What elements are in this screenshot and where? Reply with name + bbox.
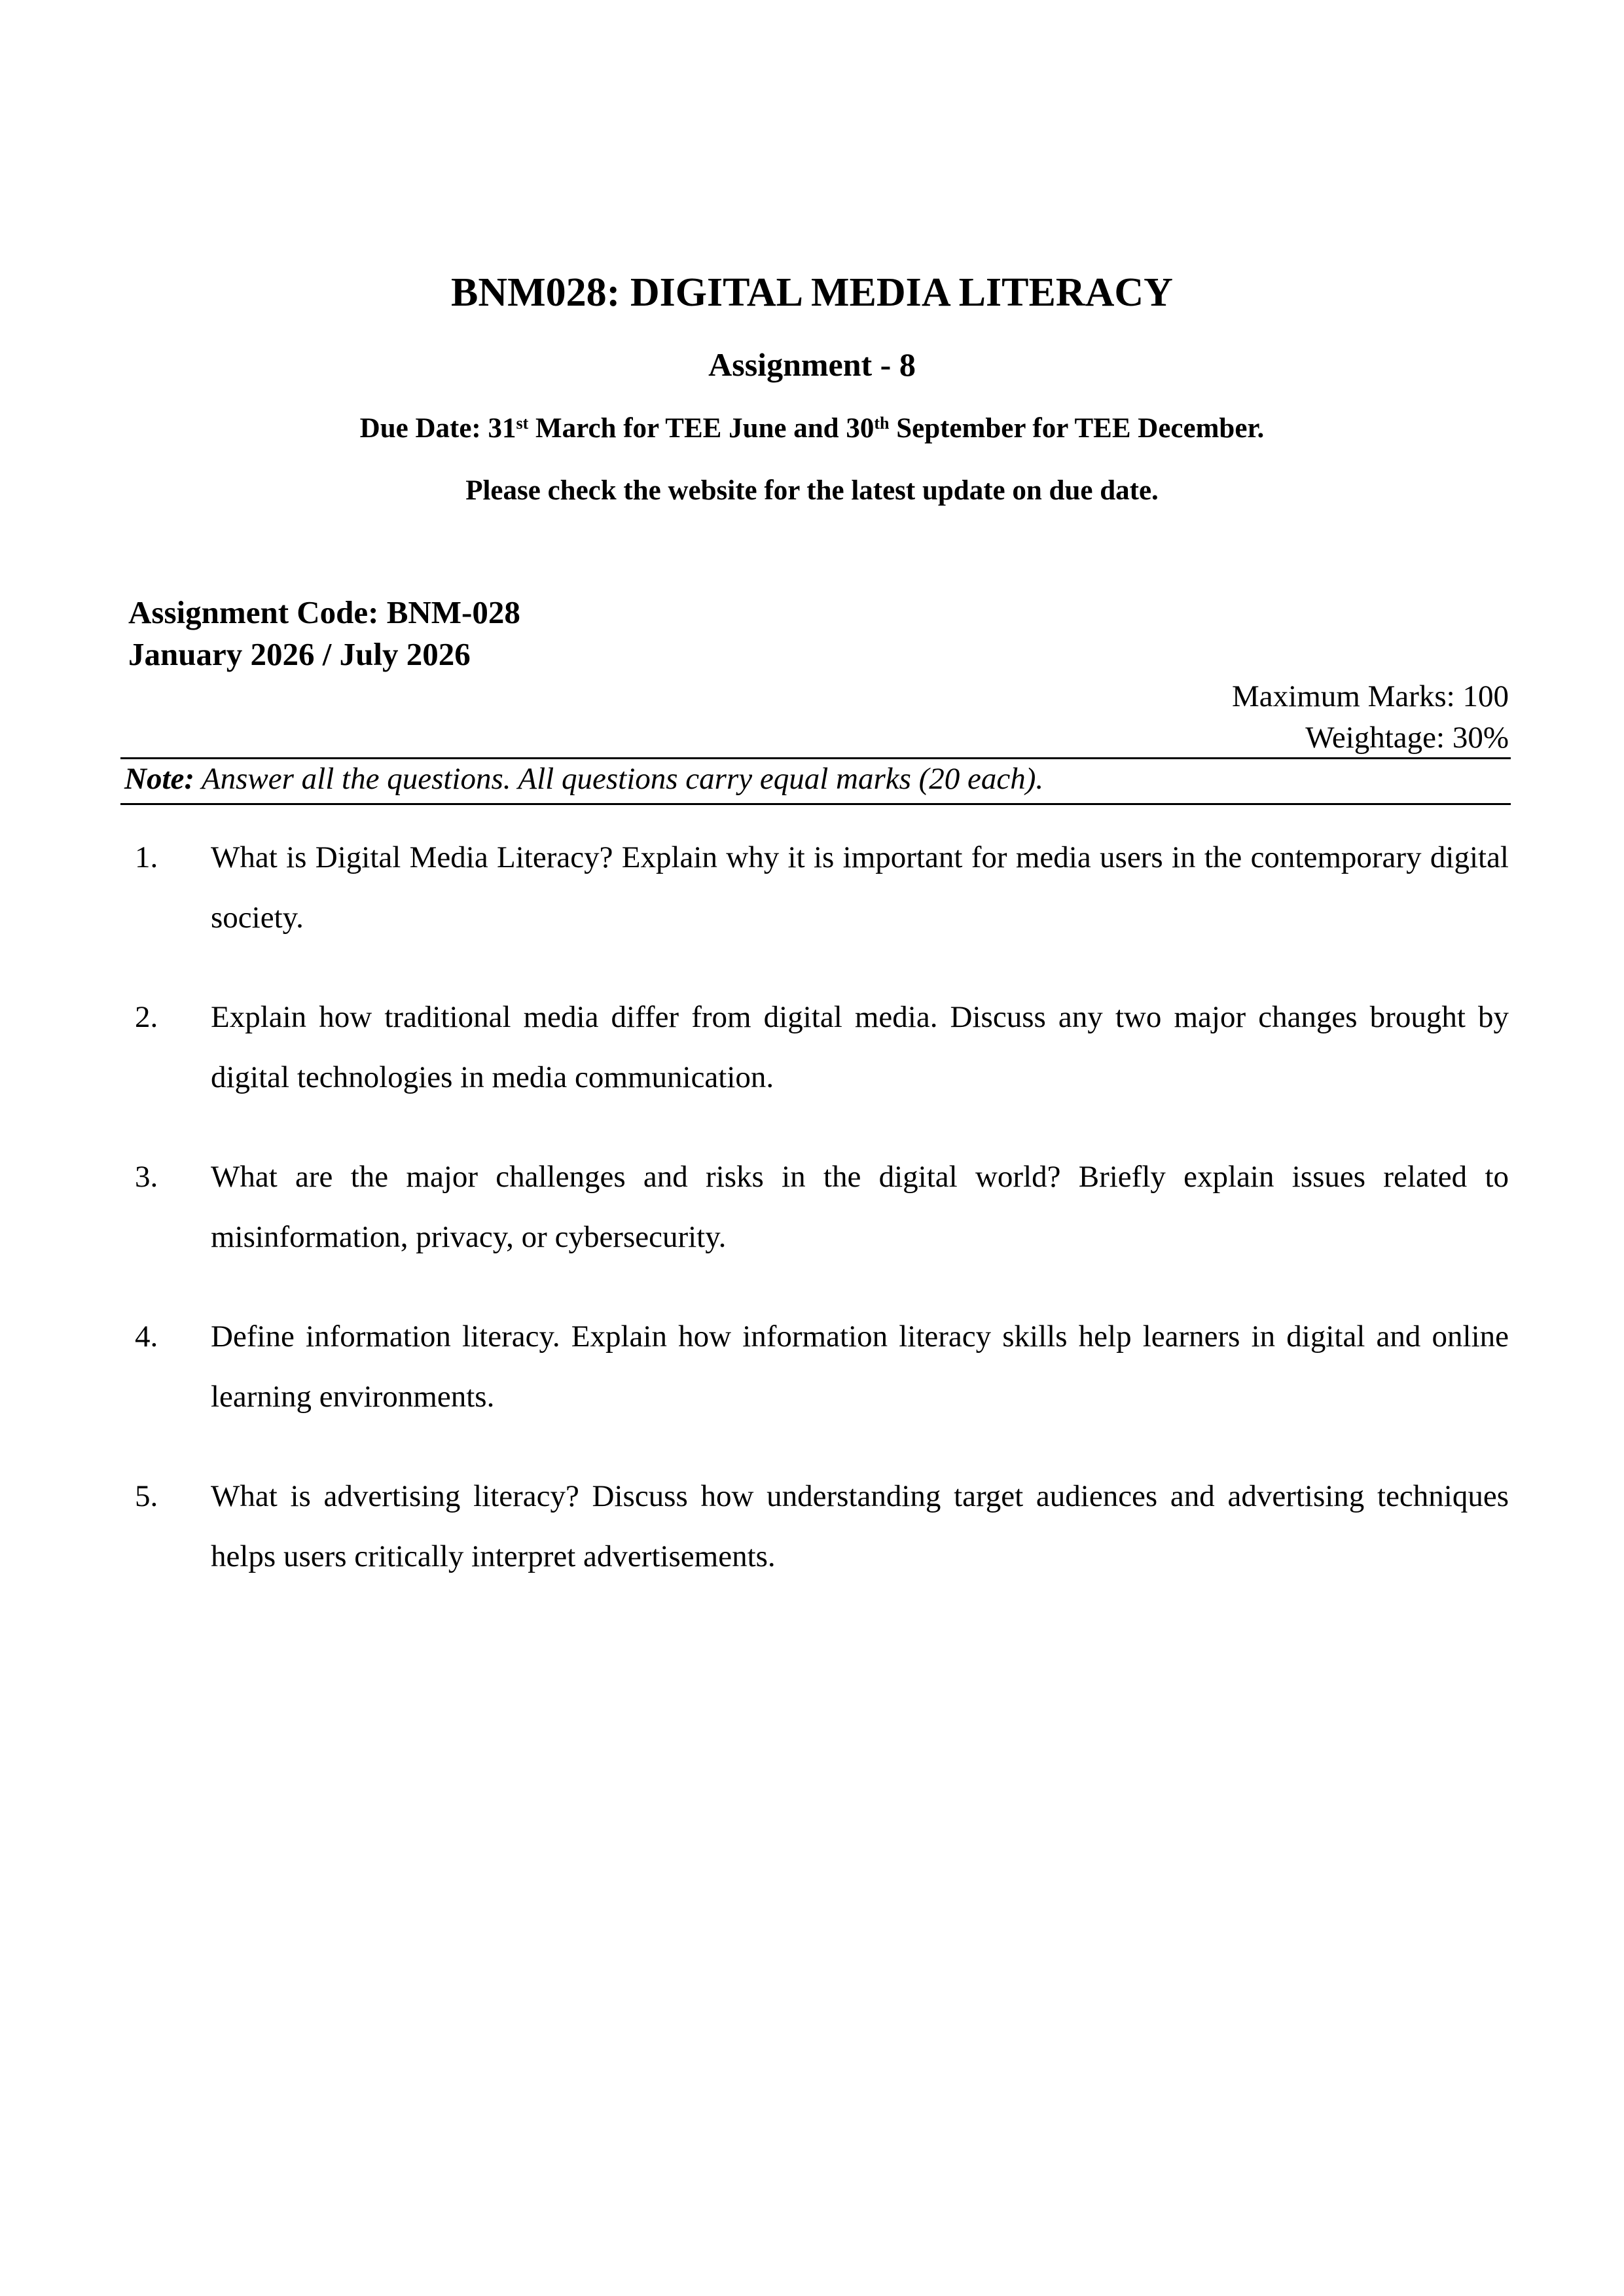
question-item	[0, 1147, 1624, 1265]
course-title: BNM028: DIGITAL MEDIA LITERACY	[451, 270, 1173, 315]
question-text: What are the major challenges and risks in the digital world? Briefly explain issues related to misinformation, privacy, or cybersecurity.	[211, 1160, 1509, 1254]
note-label: Note:	[124, 762, 195, 796]
divider-bottom	[120, 803, 1511, 805]
divider-top	[120, 757, 1511, 759]
assignment-code-block	[128, 592, 520, 675]
assignment-number: Assignment - 8	[708, 346, 916, 383]
due-date-prefix: Due Date: 31	[359, 413, 516, 444]
assignment-code: Assignment Code: BNM-028	[128, 594, 520, 630]
question-text: Define information literacy. Explain how information literacy skills help learners in digital and online learning environments.	[211, 1319, 1509, 1414]
question-item	[0, 1306, 1624, 1424]
note-text: Answer all the questions. All questions carry equal marks (20 each).	[194, 762, 1044, 796]
marks-block	[1232, 676, 1509, 759]
question-number: 4.	[135, 1319, 158, 1354]
due-date-superscript-st: st	[516, 414, 529, 433]
session: January 2026 / July 2026	[128, 636, 471, 672]
question-item	[0, 827, 1624, 945]
question-number: 2.	[135, 1000, 158, 1034]
instructions-note	[124, 761, 1043, 797]
due-date-middle: March for TEE June and 30	[528, 413, 875, 444]
question-text: What is advertising literacy? Discuss how understanding target audiences and advertising techniques helps users critically interpret advertisements.	[211, 1479, 1509, 1573]
question-item	[0, 1466, 1624, 1584]
maximum-marks: Maximum Marks: 100	[1232, 679, 1509, 713]
due-date-superscript-th: th	[874, 414, 890, 433]
question-number: 3.	[135, 1160, 158, 1194]
question-number: 1.	[135, 840, 158, 874]
weightage: Weightage: 30%	[1305, 721, 1509, 755]
question-item	[0, 987, 1624, 1105]
question-number: 5.	[135, 1479, 158, 1513]
question-text: What is Digital Media Literacy? Explain why it is important for media users in the contemporary digital society.	[211, 840, 1509, 935]
website-check-note: Please check the website for the latest update on due date.	[465, 475, 1159, 506]
due-date-suffix: September for TEE December.	[889, 413, 1265, 444]
due-date	[0, 412, 1624, 444]
question-text: Explain how traditional media differ from digital media. Discuss any two major changes brought by digital technologies in media communication.	[211, 1000, 1509, 1094]
